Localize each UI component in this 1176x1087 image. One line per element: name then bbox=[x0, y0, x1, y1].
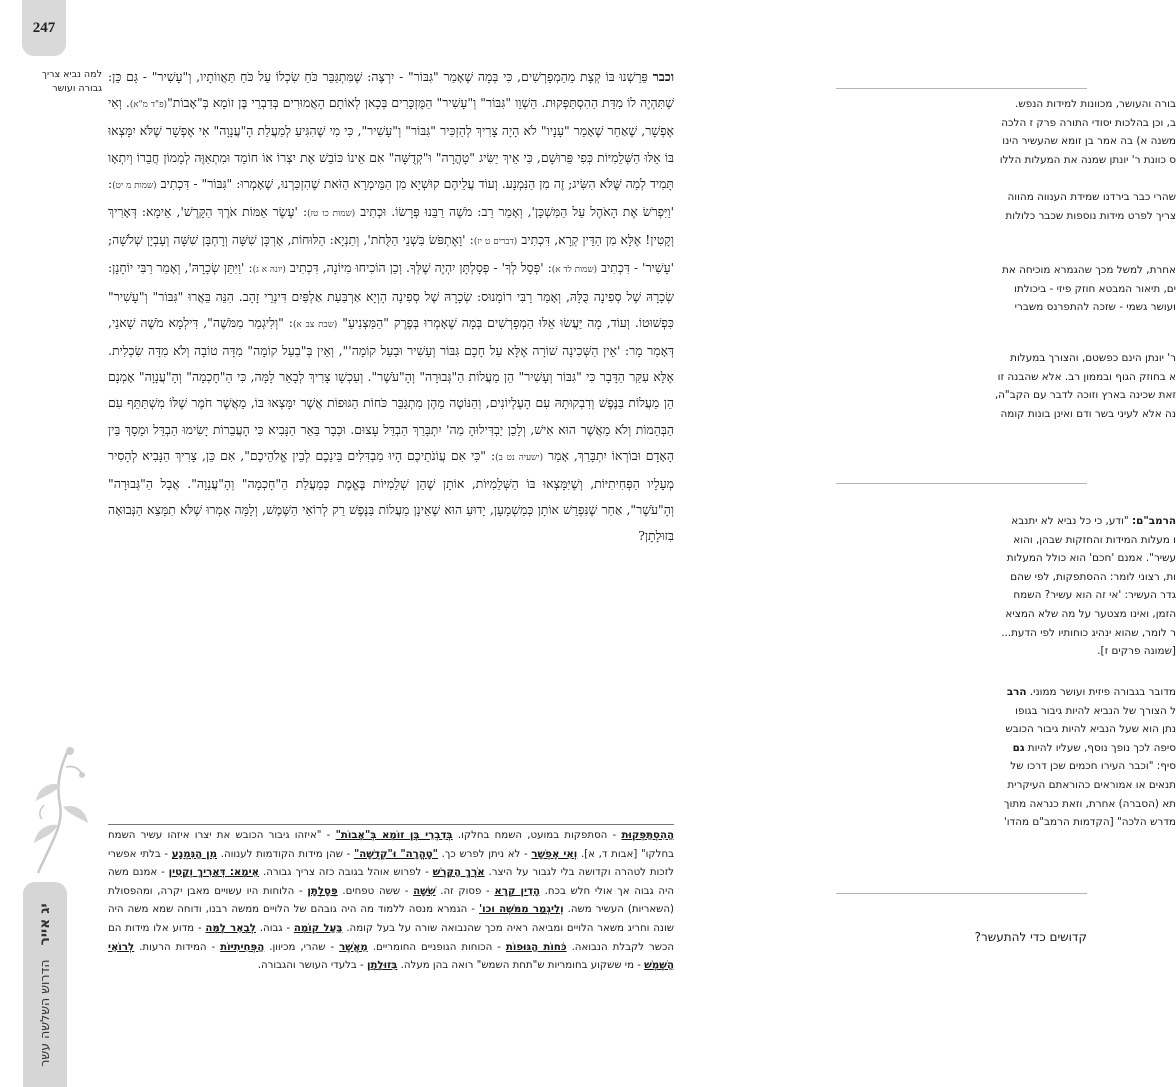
glossary-term: לְבָאֵר לָמָּה bbox=[205, 922, 256, 934]
glossary-def: - הלוחות היו עשויים מאבן יקרה, ומהפסולת (השאריות) העשיר משה. bbox=[108, 885, 674, 916]
lead-word: וכבר bbox=[652, 69, 674, 84]
glossary-term: הָדֵין קְרָא bbox=[494, 885, 540, 897]
main-text-part: פֵּרַשְׁנוּ בּוֹ קְצָת מֵהַמְפָרְשִׁים, כִּי בְּמָה שֶׁאָמַר "גִּבּוֹר" - יִרְצֶה: שֶׁמִּתְגַּבֵּר כֹּחַ שִׂכְלוֹ עַל כֹּחַ תַּאֲווֹתָיו, וְ"עָשִׁיר" - גַּם כֵּן: שֶׁתִּהְיֶה לוֹ מִדַּת הַהִסְתַּפְּקוּת. הַשְׁוֵו "גִּבּוֹר" וְ"עָשִׁיר" הַמֻּזְכָּרִים בְּכָאן לְאוֹתָם הָאֲמוּרִים בְּדִבְרֵי בֶּן זוֹמָא בְּ"אָבוֹת" bbox=[108, 69, 674, 111]
spine-date: יג אייר bbox=[37, 902, 53, 945]
glossary-entry bbox=[260, 923, 343, 934]
main-text-part: . וְאִי אֶפְשָׁר, שֶׁאַחַר שֶׁאָמַר "עָנָיו" לֹא הָיָה צָרִיךְ לְהַזְכִּיר "גִּבּוֹר" וְ"עָשִׁיר", כִּי מִי שֶׁהִגִּיעַ לְמַעֲלַת הָ"עֲנָוָה" אִי אֶפְשָׁר שֶׁלֹּא יִמָּצְאוּ בּוֹ אֵלּוּ הַשְּׁלֵמִיּוֹת כְּפִי פֵּרוּשָׁם, כִּי אֵיךְ יַשִּׂיג "טָהֳרָה" וּ"קְדֻשָּׁה" אִם אֵינוֹ כּוֹבֵשׁ אֶת יִצְרוֹ אוֹ חוֹמֵד וּמִתְאַוֶּה לְמָמוֹן חֲבֵרוֹ וְיִתְאָו תָּמִיד לְמַה שֶּׁלֹּא הִשִּׂיג; זֶה מִן הַנִּמְנָע. וְעוֹד עֲלֵיהֶם קוּשְׁיָא מִן הַמֵּימְרָא הַזֹּאת שֶׁהִזְכַּרְנוּ, שֶׁאָמְרוּ: "גִּבּוֹר" - דִּכְתִיב bbox=[108, 95, 674, 191]
right-line: ועושר גשמי - שזכה להתפרנס משברי bbox=[1014, 301, 1176, 314]
glossary-entry bbox=[263, 867, 485, 878]
glossary-def: - הכוחות הגופניים החומריים. bbox=[372, 941, 501, 953]
right-line: הזמן, ואינו מצטער על מה שלא המציא bbox=[1005, 607, 1176, 620]
glossary-def: - הגמרא מנסה ללמוד מה היה גובהם של הלויים ממשה רבנו, ודוחה שמא משה היה שונה וחריג משאר הלויים ומביאה ראיה מכך שהנבואה שורה על בעל קומה. bbox=[108, 904, 674, 934]
right-line: נה אלא לעיני בשר ודם ואינן בונות קומה bbox=[1000, 407, 1176, 420]
right-line: גדר העשיר: 'אי זה הוא עשיר? השמח bbox=[1013, 589, 1176, 602]
glossary-def: - לפרוש אוהל בגובה כזה צריך גבורה. bbox=[262, 867, 429, 879]
glossary-term: בַּעַל קוֹמָה bbox=[293, 922, 343, 934]
page-number-tab bbox=[22, 0, 66, 56]
right-line: נתן הוא שעל הנביא להיות גיבור הכובש bbox=[1005, 723, 1176, 736]
right-line: ו מעלות המידות והחזקות שבהן, והוא bbox=[1013, 533, 1176, 546]
right-line: עשיר". אמנם 'חכם' הוא כולל המעלות bbox=[1006, 552, 1176, 565]
glossary-def: - המידות הרעות. bbox=[139, 941, 216, 953]
right-line: [שמונה פרקים ז]. bbox=[1097, 645, 1176, 658]
right-line: משנה א) בה אמר בן זומא שהעשיר הינו bbox=[1002, 135, 1176, 148]
right-line: תא (הסברה) אחרת, וזאת כנראה מתוך bbox=[1003, 797, 1176, 810]
glossary-term: בִּזוּלָתָן bbox=[366, 960, 398, 972]
glossary-def: - בלתי אפשרי לזכות לטהרה וקדושה בלי לגבור על היצר. bbox=[108, 848, 675, 879]
right-line: ל הצורך של הנביא להיות גיבור בגופו bbox=[1015, 704, 1176, 717]
glossary-term: כֹּחוֹת הַגּוּפוֹת bbox=[505, 941, 567, 953]
glossary-term: פְּסָלְתָּן bbox=[307, 885, 338, 897]
right-line: סיף: "וכבר העירו חכמים שכן דרכו של bbox=[1010, 760, 1176, 773]
right-line: שהרי כבר בירדנו שמידת הענווה מהווה bbox=[1007, 191, 1176, 203]
glossary-def: - ששה טפחים. bbox=[342, 885, 409, 897]
right-line: אחרת, למשל מכך שהגמרא מוכיחה את bbox=[1002, 264, 1176, 276]
right-line: מדובר בגבורה פיזית ועושר ממוני. הרב bbox=[1006, 686, 1176, 698]
source-ref: (שבת צב א) bbox=[292, 319, 338, 330]
right-line-lead: גם bbox=[1012, 741, 1025, 754]
source-ref: (דברים ט יז) bbox=[473, 237, 518, 248]
glossary-def: - לא ניתן לפרש כך. bbox=[441, 848, 528, 860]
glossary-term: "טָהֳרָה" וּ"קְדֻשָּׁה" bbox=[354, 848, 438, 860]
right-line: ב, וכן בהלכות יסודי התורה פרק ז הלכה bbox=[1001, 116, 1176, 129]
right-column-question: קדושים כדי להתעשר? bbox=[974, 930, 1087, 944]
chapter-spine bbox=[23, 882, 67, 1087]
right-line: ים, תיאור המבטא חוזק פיזי - ביכולתו bbox=[1014, 282, 1176, 295]
glossary-entry bbox=[258, 960, 398, 971]
right-line-lead: הרב bbox=[1006, 686, 1027, 698]
glossary-def: - "איזהו גיבור הכובש את יצרו איזהו עשיר השמח בחלקו" [אבות ד, א]. bbox=[108, 830, 674, 860]
footnote-divider bbox=[108, 824, 674, 825]
glossary-def: - בלעדי העושר והגבורה. bbox=[257, 960, 364, 972]
glossary-entry bbox=[373, 942, 567, 953]
right-line: הרמב"ם: "ודע, כי כל נביא לא יתנבא bbox=[1011, 515, 1176, 527]
glossary-term: שִׁשָּׁה bbox=[413, 885, 436, 897]
glossary-def: - מי ששקוע בחומריות ש"תחת השמש" רואה בהן מעלה. bbox=[400, 960, 641, 972]
glossary-term: בְּדִבְרֵי בֶּן זוֹמָא בְּ"אָבוֹת" bbox=[335, 830, 453, 841]
main-text-part: : "כִּי אִם עֲוֹנֹתֵיכֶם הָיוּ מַבְדִּלִים בֵּינֵכֶם לְבֵין אֱלֹהֵיכֶם", אִם כֵּן, צָרִיךְ הַנָּבִיא לְהָסִיר מְעָלָיו הַפְּחִיתִיּוֹת, וְשֶׁיִּמָּצְאוּ בּוֹ הַשְּׁלֵמִיּוֹת, אוֹתָן שֶׁהֵן שְׁלֵמִיּוֹת בֶּאֱמֶת כְּמַעֲלַת הַ"חָכְמָה" וְהָ"עֲנָוָה". אֲבָל הַ"גְּבוּרָה" וְהָ"עֹשֶׁר", אַחַר שֶׁנִּפְרֵשׁ אוֹתָן כְּמַשְׁמָעָן, יָדוּעַ הוּא שֶׁאֵינָן מַעֲלוֹת בַּנֶּפֶשׁ רַק לְרוֹאֵי הַשֶּׁמֶשׁ, וְלָמָּה אָמְרוּ שֶׁלֹּא תִמָּצֵא הַנְּבוּאָה בִּזוּלָתָן? bbox=[108, 447, 674, 544]
glossary-entry bbox=[139, 942, 264, 953]
glossary-term: מֵאֲשֶׁר bbox=[339, 941, 368, 953]
source-ref: (ישעיה נט ב) bbox=[495, 452, 544, 463]
main-text bbox=[108, 64, 674, 550]
right-line: זאת שכינה בארץ וזוכה לדבר עם הקב"ה, bbox=[994, 389, 1176, 402]
glossary-def: - מדוע אלו מידות הם הכשר לקבלת הנבואה. bbox=[108, 922, 674, 953]
glossary-term: וְאִי אֶפְשָׁר bbox=[531, 848, 578, 860]
right-line: תנאים או אמוראים כהוראתם העיקרית bbox=[1007, 778, 1176, 791]
source-ref: (פ"ד מ"א) bbox=[129, 100, 168, 111]
right-line: צריך לפרט מידות נוספות שכבר כלולות bbox=[1005, 209, 1176, 222]
glossary-term: וְלִיגְמַר מִמֹּשֶׁה וכו' bbox=[478, 904, 564, 916]
main-text-part: : 'וָאֶתְפֹּשׂ בִּשְׁנֵי הַלֻּחֹת', וְתַנְיָא: הַלּוּחוֹת, אָרְכָּן שִׁשָּׁה וְרָחְבָּן שִׁשָּׁה וְעָבְיָן שְׁלֹשָׁה; 'עָשִׁיר' - דִּכְתִיב bbox=[108, 232, 674, 276]
main-text-part: : 'פְּסָל לְךָ' - פְּסָלְתָּן יִהְיֶה שֶׁלְּךָ. וְכֵן הוֹכִיחוּ מִיּוֹנָה, דִּכְתִיב bbox=[289, 260, 552, 276]
glossary-def: - גבוה. bbox=[259, 922, 291, 934]
source-ref: (שמות מ יט) bbox=[112, 180, 157, 191]
glossary bbox=[108, 827, 674, 976]
glossary-term: מִן הַנִּמְנָע bbox=[171, 848, 218, 860]
right-line: סיפה לכך נופך נוסף, שעליו להיות גם bbox=[1012, 741, 1176, 754]
main-text-part: : "וְלִיגְמַר מִמֹּשֶׁה", דִּילְמָא מֹשֶׁה שָׁאנֵי, דְּאָמַר מָר: 'אֵין הַשְּׁכִינָה שׁוֹרָה אֶלָּא עַל חָכָם גִּבּוֹר וְעָשִׁיר וּבַעַל קוֹמָה'", וְאֵין בְּ"בַעַל קוֹמָה" מִדָּה טוֹבָה וְלֹא מִדָּה שִׂכְלִית. אֶלָּא עִקַּר הַדָּבָר כִּי "גִּבּוֹר וְעָשִׁיר" הֵן מַעֲלוֹת הַ"גְּבוּרָה" וְהָ"עֹשֶׁר". וְעַכְשָׁו צָרִיךְ לְבָאֵר לָמָּה, כִּי הַ"חָכְמָה" וְהָ"עֲנָוָה" אָמְנָם הֵן מַעֲלוֹת בַּנֶּפֶשׁ וְדִבְקוּתָהּ עִם הָעֶלְיוֹנִים, וְהַנּוֹטֶה מֵהֶן מִתְגַּבֵּר כֹּחוֹת הַגּוּפוֹת אֲשֶׁר יִמָּצְאוּ בּוֹ, מֵאֲשֶׁר חֹמֶר שֶׁלּוֹ מִשְׁתַּתֵּף עִם הַבְּהֵמוֹת וְלֹא מֵאֲשֶׁר הוּא אִישׁ, וְלָכֵן יַבְדִּילוּהָ מַה' יִתְבָּרַךְ הַבְדֵּל עָצוּם. וּכְבָר בֵּאֵר הַנָּבִיא כִּי הָעֲבֵרוֹת יָשִׂימוּ הַבְדֵּל וּמָסָךְ בֵּין הָאָדָם וּבוֹרְאוֹ יִתְבָּרַךְ, אָמַר bbox=[108, 314, 674, 463]
main-text-part: : 'וַיִּתֵּן שְׂכָרָהּ', וְאָמַר רַבִּי יוֹחָנָן: שְׂכָרָהּ שֶׁל סְפִינָה כֻּלָּהּ, וְאָמַר רַבִּי רוֹמָנוּס: שְׂכָרָהּ שֶׁל סְפִינָה הָוְיָא אַרְבַּעַת אַלְפַּיִם דִּינְרֵי זָהָב. הִנֵּה בֵּאֲרוּ "גִּבּוֹר" וְ"עָשִׁיר" כִּפְשׁוּטוֹ. וְעוֹד, מָה יַּעֲשׂוּ אֵלּוּ הַמְפָרְשִׁים בְּמָה שֶׁאָמְרוּ בְּפֶרֶק "הַמַּצְנִיעַ" bbox=[108, 260, 674, 330]
glossary-def: - שהן מידות הקודמות לענווה. bbox=[220, 848, 351, 860]
glossary-def: - אמנם משה היה גבוה אך אולי חלש בכח. bbox=[108, 867, 674, 897]
source-ref: (יונה א ג) bbox=[252, 265, 286, 276]
main-text-part: : 'וַיִּפְרֹשׂ אֶת הָאֹהֶל עַל הַמִּשְׁכָּן', וְאָמַר רַב: מֹשֶׁה רַבֵּנוּ פְּרָשׂוֹ. וּכְתִיב bbox=[108, 175, 674, 220]
right-line: מדרש הלכה" [הקדמות הרמב"ם מהדו' bbox=[1003, 816, 1176, 829]
glossary-entry bbox=[221, 849, 438, 860]
glossary-term: הַפְּחִיתִיּוֹת bbox=[220, 941, 265, 953]
source-ref: (שמות לד א) bbox=[551, 265, 598, 276]
right-line: ר' יונתן הינם כפשטם, והצורך במעלות bbox=[1010, 352, 1176, 364]
margin-note: למה נביא צריך גבורה ועושר bbox=[41, 69, 102, 94]
glossary-term: אֹרֶךְ הַקָּרֶשׁ bbox=[432, 867, 485, 879]
right-line: ס כוונת ר' יונתן שמנה את המעלות הללו bbox=[999, 153, 1176, 166]
glossary-term: הַהִסְתַּפְּקוּת bbox=[621, 830, 674, 841]
right-line-lead: הרמב"ם: bbox=[1131, 515, 1176, 527]
floral-ornament-icon bbox=[30, 745, 92, 875]
glossary-term: אֵימָא: דְּאָרִיךְ וְקָטִין bbox=[168, 867, 260, 879]
main-text-part: : 'עֶשֶׂר אַמּוֹת אֹרֶךְ הַקָּרֶשׁ', אֵימָא: דְּאָרִיךְ וְקָטִין! אֶלָּא מִן הַדֵּין קְרָא, דִּכְתִיב bbox=[108, 204, 674, 248]
glossary-def: - פסוק זה. bbox=[440, 885, 490, 897]
glossary-entry bbox=[458, 830, 674, 841]
right-column bbox=[836, 0, 1176, 1087]
page-number: 247 bbox=[32, 19, 56, 36]
right-line: א בחוזק הגוף ובממון רב. אלא שהבנה זו bbox=[997, 370, 1176, 383]
glossary-entry bbox=[440, 886, 540, 897]
glossary-entry bbox=[342, 886, 435, 897]
glossary-def: - הסתפקות במועט, השמח בחלקו. bbox=[457, 830, 617, 841]
glossary-def: - שהרי, מכיוון. bbox=[269, 941, 335, 953]
right-line: ות, רצוני לומר: ההסתפקות, לפי שהם bbox=[1010, 570, 1176, 583]
source-ref: (שמות כו טז) bbox=[307, 209, 356, 220]
glossary-entry bbox=[269, 942, 368, 953]
glossary-entry bbox=[442, 849, 578, 860]
right-line: ר לומר, שהוא ינהיג כוחותיו לפי הדעת... bbox=[1001, 626, 1176, 639]
glossary-term: לְרוֹאֵי הַשֶּׁמֶשׁ bbox=[108, 941, 674, 972]
spine-title: הדרוש השלשה עשר bbox=[37, 958, 52, 1067]
right-line: בורה והעושר, מכוונות למידות הנפש. bbox=[1015, 98, 1176, 110]
